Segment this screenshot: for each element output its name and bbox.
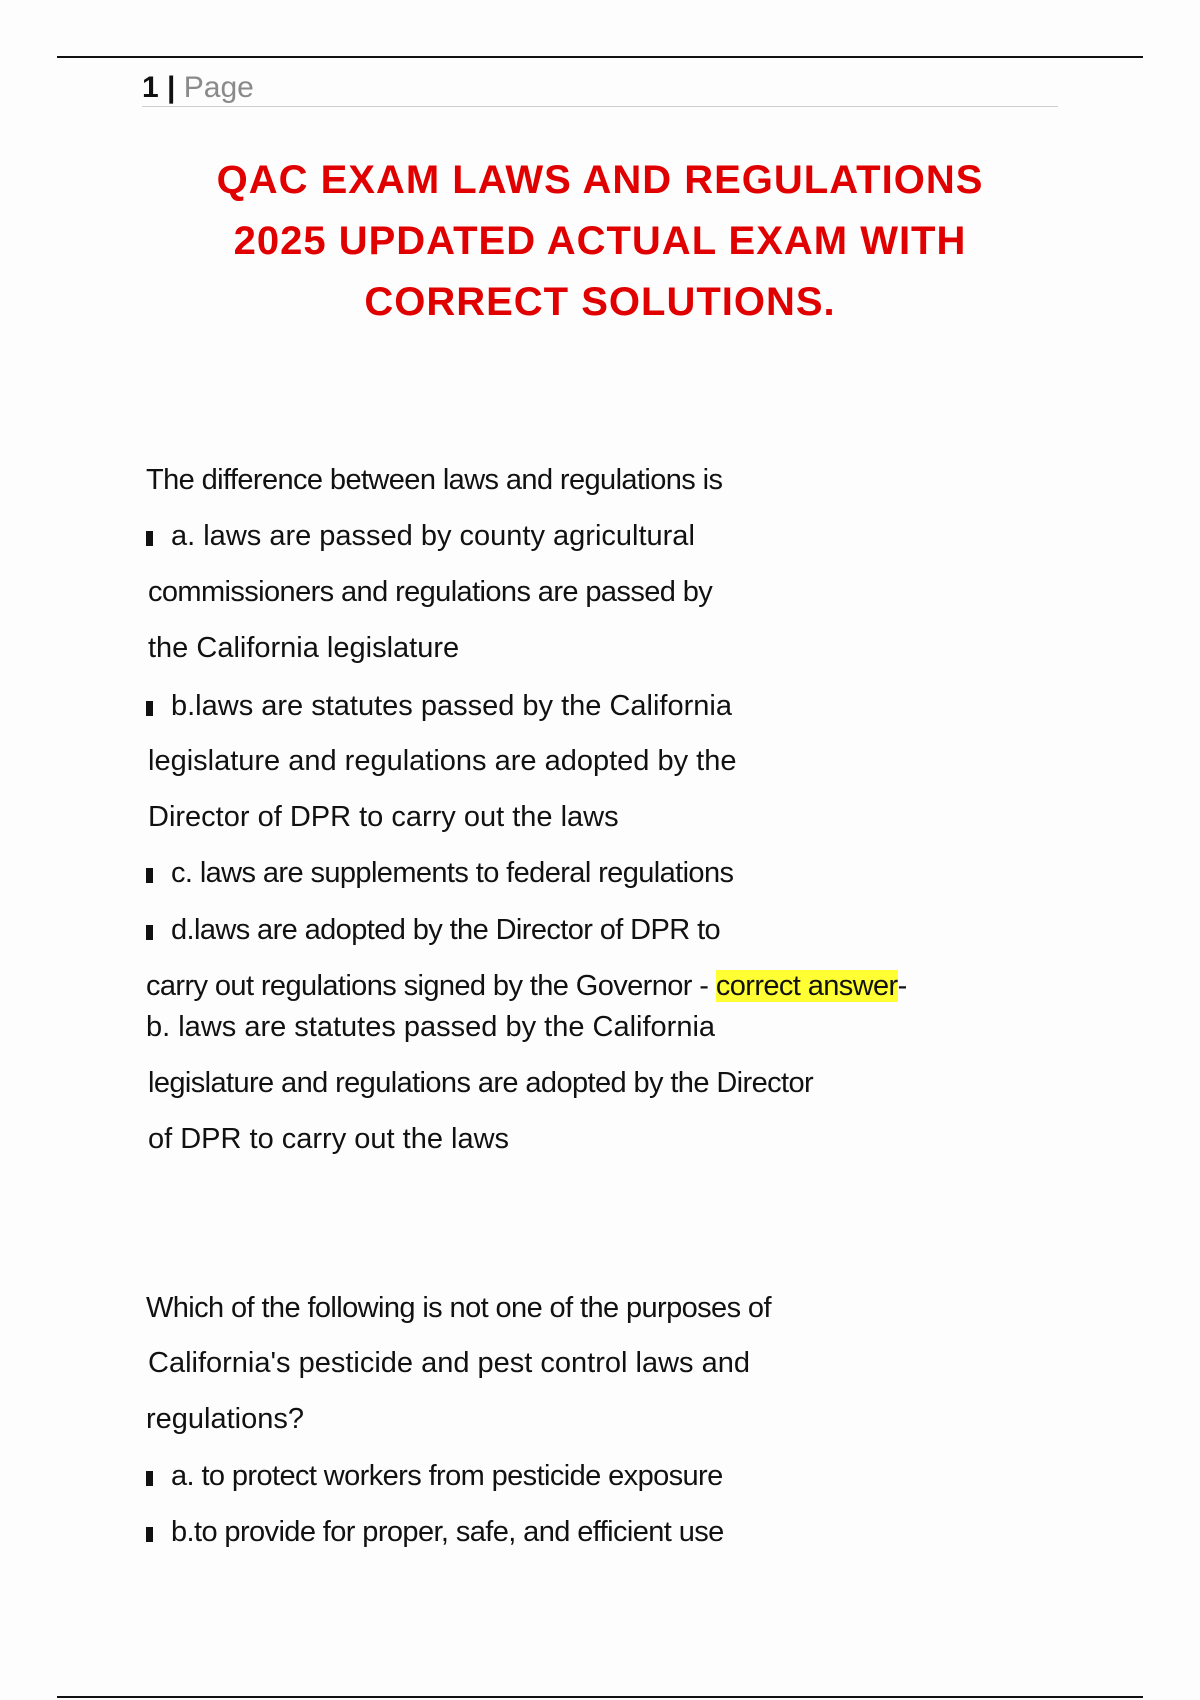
question-1-option-b-cont-2: Director of DPR to carry out the laws <box>148 801 619 833</box>
question-2-prompt-1: Which of the following is not one of the purposes of <box>146 1292 771 1324</box>
question-1-option-c <box>146 853 733 893</box>
bullet-icon <box>146 701 153 716</box>
bullet-icon <box>146 1471 153 1486</box>
title-line-1: QAC EXAM LAWS AND REGULATIONS <box>216 158 984 202</box>
page-separator: | <box>167 71 176 104</box>
question-2-prompt-2: California's pesticide and pest control laws and <box>148 1347 750 1379</box>
bullet-icon <box>146 531 153 546</box>
answer-dash: - <box>897 970 907 1002</box>
question-1-option-b <box>146 686 732 726</box>
question-1-prompt: The difference between laws and regulations is <box>146 464 723 496</box>
question-2-option-a <box>146 1456 723 1496</box>
question-1-option-a <box>146 516 695 556</box>
page-label: Page <box>183 71 254 104</box>
bullet-icon <box>146 868 153 883</box>
page-header <box>142 70 1058 107</box>
q2-option-b-text: b.to provide for proper, safe, and efficient use <box>171 1516 724 1548</box>
option-b-text: b.laws are statutes passed by the California <box>171 690 732 722</box>
option-d-text: d.laws are adopted by the Director of DPR to <box>171 914 721 946</box>
option-a-text: a. laws are passed by county agricultural <box>171 520 695 552</box>
bottom-rule <box>57 1696 1143 1698</box>
bullet-icon <box>146 1527 153 1542</box>
question-1-option-d-cont <box>146 966 907 1006</box>
question-1-answer-line-3: of DPR to carry out the laws <box>148 1123 510 1155</box>
question-1-answer-line-1: b. laws are statutes passed by the California <box>146 1011 716 1043</box>
page-number: 1 <box>142 71 159 104</box>
bullet-icon <box>146 925 153 940</box>
question-1-option-a-cont-2: the California legislature <box>148 632 460 664</box>
option-c-text: c. laws are supplements to federal regulations <box>171 857 734 889</box>
top-rule <box>57 56 1143 58</box>
q2-option-a-text: a. to protect workers from pesticide exposure <box>171 1460 723 1492</box>
question-1-option-d <box>146 910 720 950</box>
question-1-answer-line-2: legislature and regulations are adopted by the Director <box>148 1067 814 1099</box>
question-2-option-b <box>146 1512 724 1552</box>
option-d-text-cont: carry out regulations signed by the Governor - <box>146 970 716 1002</box>
title-line-2: 2025 UPDATED ACTUAL EXAM WITH <box>233 219 967 263</box>
document-title <box>100 150 1100 333</box>
question-1-option-b-cont-1: legislature and regulations are adopted by the <box>148 745 737 777</box>
title-line-3: CORRECT SOLUTIONS. <box>364 280 836 324</box>
question-2-prompt-3: regulations? <box>146 1403 304 1435</box>
correct-answer-highlight: correct answer <box>715 970 898 1002</box>
question-1-option-a-cont-1: commissioners and regulations are passed by <box>148 576 713 608</box>
